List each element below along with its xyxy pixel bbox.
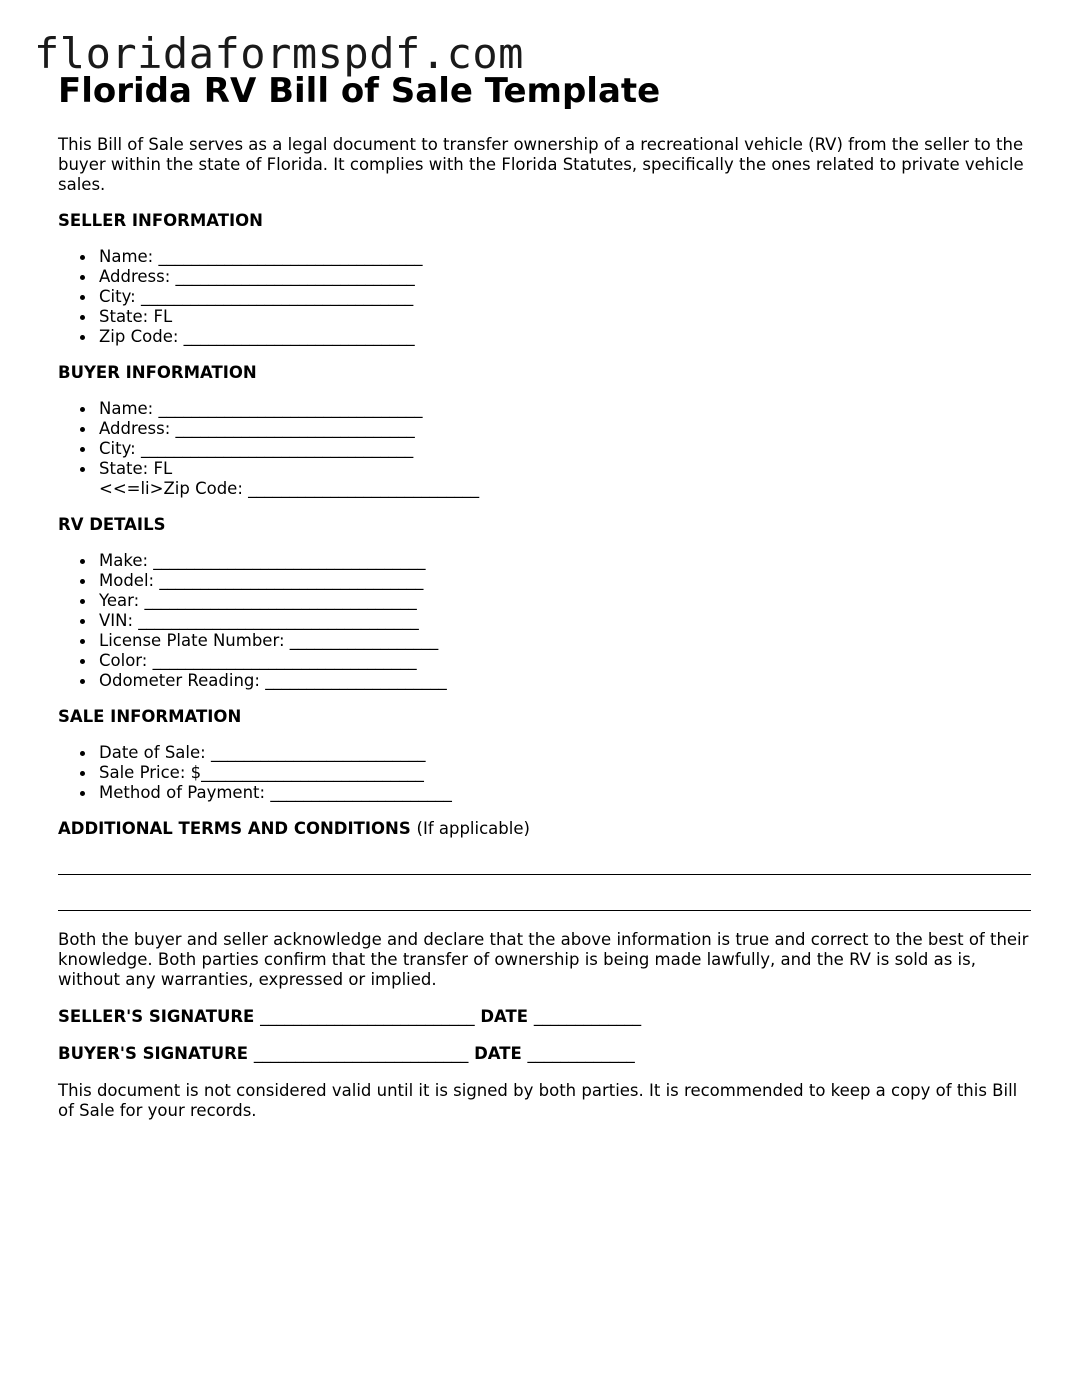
sale-fields-list <box>58 743 1033 803</box>
terms-heading-note: (If applicable) <box>416 819 530 838</box>
terms-heading-label: ADDITIONAL TERMS AND CONDITIONS <box>58 819 411 838</box>
seller-city-field: City: _________________________________ <box>99 287 1033 307</box>
rv-odometer-field: Odometer Reading: ______________________ <box>99 671 1033 691</box>
seller-address-field: Address: _____________________________ <box>99 267 1033 287</box>
seller-date-line: _____________ <box>533 1007 642 1026</box>
site-watermark: floridaformspdf.com <box>34 29 524 78</box>
seller-section-heading: SELLER INFORMATION <box>58 211 263 230</box>
seller-signature-row <box>58 1007 1033 1027</box>
closing-paragraph: This document is not considered valid until it is signed by both parties. It is recommended to keep a copy of this Bill of Sale for your records. <box>58 1081 1018 1120</box>
seller-date-label: DATE <box>480 1007 529 1026</box>
payment-method-field: Method of Payment: ______________________ <box>99 783 1033 803</box>
sale-section-heading: SALE INFORMATION <box>58 707 242 726</box>
buyer-city-field: City: _________________________________ <box>99 439 1033 459</box>
intro-paragraph: This Bill of Sale serves as a legal document to transfer ownership of a recreational vehicle (RV) from the seller to the buyer within the state of Florida. It complies with the Florida Statutes, specifically the ones related to private vehicle sales. <box>58 135 1024 194</box>
buyer-fields-list <box>58 399 1033 499</box>
page-title: Florida RV Bill of Sale Template <box>58 71 661 111</box>
rv-fields-list <box>58 551 1033 691</box>
buyer-zip-field: <<=li>Zip Code: ____________________________ <box>99 479 480 498</box>
rv-model-field: Model: ________________________________ <box>99 571 1033 591</box>
buyer-address-field: Address: _____________________________ <box>99 419 1033 439</box>
seller-zip-field: Zip Code: ____________________________ <box>99 327 1033 347</box>
buyer-signature-label: BUYER'S SIGNATURE <box>58 1044 249 1063</box>
terms-line-2 <box>58 910 1031 911</box>
rv-make-field: Make: _________________________________ <box>99 551 1033 571</box>
rv-vin-field: VIN: __________________________________ <box>99 611 1033 631</box>
seller-fields-list <box>58 247 1033 347</box>
buyer-date-label: DATE <box>474 1044 522 1063</box>
bill-of-sale-document <box>58 70 1033 1121</box>
buyer-signature-line: __________________________ <box>253 1044 469 1063</box>
rv-details-heading: RV DETAILS <box>58 515 166 534</box>
sale-date-field: Date of Sale: __________________________ <box>99 743 1033 763</box>
sale-price-field: Sale Price: $___________________________ <box>99 763 1033 783</box>
acknowledgement-paragraph: Both the buyer and seller acknowledge and declare that the above information is true and correct to the best of their knowledge. Both parties confirm that the transfer of ownership is being made lawfully, and the RV is sold as is, without any warranties, expressed or implied. <box>58 930 1029 989</box>
seller-signature-line: __________________________ <box>260 1007 475 1026</box>
terms-line-1 <box>58 874 1031 875</box>
buyer-state-field: State: FL <box>99 459 1033 479</box>
buyer-section-heading: BUYER INFORMATION <box>58 363 257 382</box>
rv-year-field: Year: _________________________________ <box>99 591 1033 611</box>
buyer-signature-row <box>58 1044 1033 1064</box>
seller-name-field: Name: ________________________________ <box>99 247 1033 267</box>
terms-heading <box>58 819 1033 839</box>
rv-license-plate-field: License Plate Number: __________________ <box>99 631 1033 651</box>
rv-color-field: Color: ________________________________ <box>99 651 1033 671</box>
seller-state-field: State: FL <box>99 307 1033 327</box>
seller-signature-label: SELLER'S SIGNATURE <box>58 1007 255 1026</box>
buyer-date-line: _____________ <box>527 1044 635 1063</box>
buyer-name-field: Name: ________________________________ <box>99 399 1033 419</box>
